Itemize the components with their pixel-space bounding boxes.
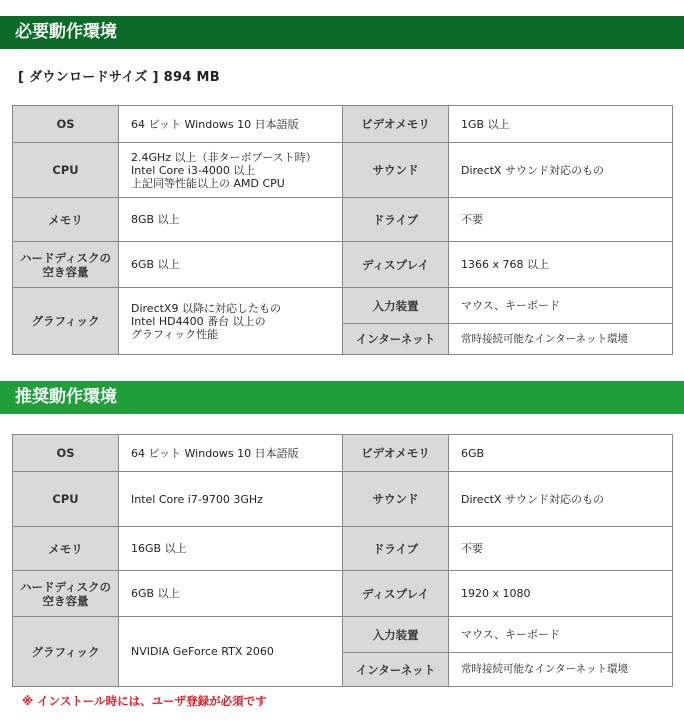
- table-row: [13, 242, 673, 288]
- cpu-value: [119, 143, 343, 198]
- memory-label: メモリ: [13, 198, 119, 242]
- graphics-label: グラフィック: [13, 617, 119, 687]
- input-label: 入力装置: [343, 617, 449, 653]
- os-value: 64 ビット Windows 10 日本語版: [119, 435, 343, 472]
- table-row: [13, 198, 673, 242]
- table-row: [13, 143, 673, 198]
- internet-label: インターネット: [343, 324, 449, 355]
- cpu-line: Intel Core i3-4000 以上: [131, 163, 256, 177]
- hdd-label-line: ハードディスクの: [19, 250, 112, 265]
- recommended-section-title: 推奨動作環境: [0, 381, 684, 414]
- drive-value: 不要: [449, 198, 673, 242]
- table-row: [13, 288, 673, 324]
- cpu-label: CPU: [13, 472, 119, 527]
- table-row: [13, 106, 673, 143]
- vram-value: 6GB: [449, 435, 673, 472]
- cpu-value: Intel Core i7-9700 3GHz: [119, 472, 343, 527]
- graphics-value: [119, 288, 343, 355]
- graphics-line: Intel HD4400 番台 以上の: [131, 314, 266, 328]
- hdd-label-line: 空き容量: [42, 264, 89, 279]
- recommended-spec-table: [12, 434, 673, 687]
- sound-value: DirectX サウンド対応のもの: [449, 143, 673, 198]
- cpu-line: 上記同等性能以上の AMD CPU: [131, 176, 285, 190]
- graphics-line: グラフィック性能: [131, 327, 219, 341]
- os-value: 64 ビット Windows 10 日本語版: [119, 106, 343, 143]
- internet-label: インターネット: [343, 653, 449, 687]
- display-value: 1366 x 768 以上: [449, 242, 673, 288]
- drive-label: ドライブ: [343, 527, 449, 571]
- install-footnote: ※ インストール時には、ユーザ登録が必須です: [22, 694, 267, 708]
- vram-label: ビデオメモリ: [343, 106, 449, 143]
- graphics-label: グラフィック: [13, 288, 119, 355]
- os-label: OS: [13, 435, 119, 472]
- input-value: マウス、キーボード: [449, 288, 673, 324]
- table-row: [13, 435, 673, 472]
- vram-label: ビデオメモリ: [343, 435, 449, 472]
- cpu-line: 2.4GHz 以上（非ターボブースト時）: [131, 150, 317, 164]
- required-spec-table: [12, 105, 673, 355]
- hdd-label: [13, 242, 119, 288]
- memory-value: 16GB 以上: [119, 527, 343, 571]
- download-size: [ ダウンロードサイズ ] 894 MB: [18, 70, 220, 85]
- drive-value: 不要: [449, 527, 673, 571]
- memory-value: 8GB 以上: [119, 198, 343, 242]
- graphics-value: NVIDIA GeForce RTX 2060: [119, 617, 343, 687]
- drive-label: ドライブ: [343, 198, 449, 242]
- sound-value: DirectX サウンド対応のもの: [449, 472, 673, 527]
- internet-value: 常時接続可能なインターネット環境: [449, 324, 673, 355]
- vram-value: 1GB 以上: [449, 106, 673, 143]
- hdd-value: 6GB 以上: [119, 571, 343, 617]
- display-value: 1920 x 1080: [449, 571, 673, 617]
- table-row: [13, 472, 673, 527]
- hdd-label: [13, 571, 119, 617]
- internet-value: 常時接続可能なインターネット環境: [449, 653, 673, 687]
- sound-label: サウンド: [343, 143, 449, 198]
- input-value: マウス、キーボード: [449, 617, 673, 653]
- required-section-title: 必要動作環境: [0, 16, 684, 49]
- memory-label: メモリ: [13, 527, 119, 571]
- input-label: 入力装置: [343, 288, 449, 324]
- sound-label: サウンド: [343, 472, 449, 527]
- display-label: ディスプレイ: [343, 242, 449, 288]
- display-label: ディスプレイ: [343, 571, 449, 617]
- hdd-label-line: ハードディスクの: [19, 579, 112, 594]
- hdd-label-line: 空き容量: [42, 593, 89, 608]
- graphics-line: DirectX9 以降に対応したもの: [131, 301, 281, 315]
- table-row: [13, 571, 673, 617]
- table-row: [13, 617, 673, 653]
- table-row: [13, 527, 673, 571]
- os-label: OS: [13, 106, 119, 143]
- cpu-label: CPU: [13, 143, 119, 198]
- hdd-value: 6GB 以上: [119, 242, 343, 288]
